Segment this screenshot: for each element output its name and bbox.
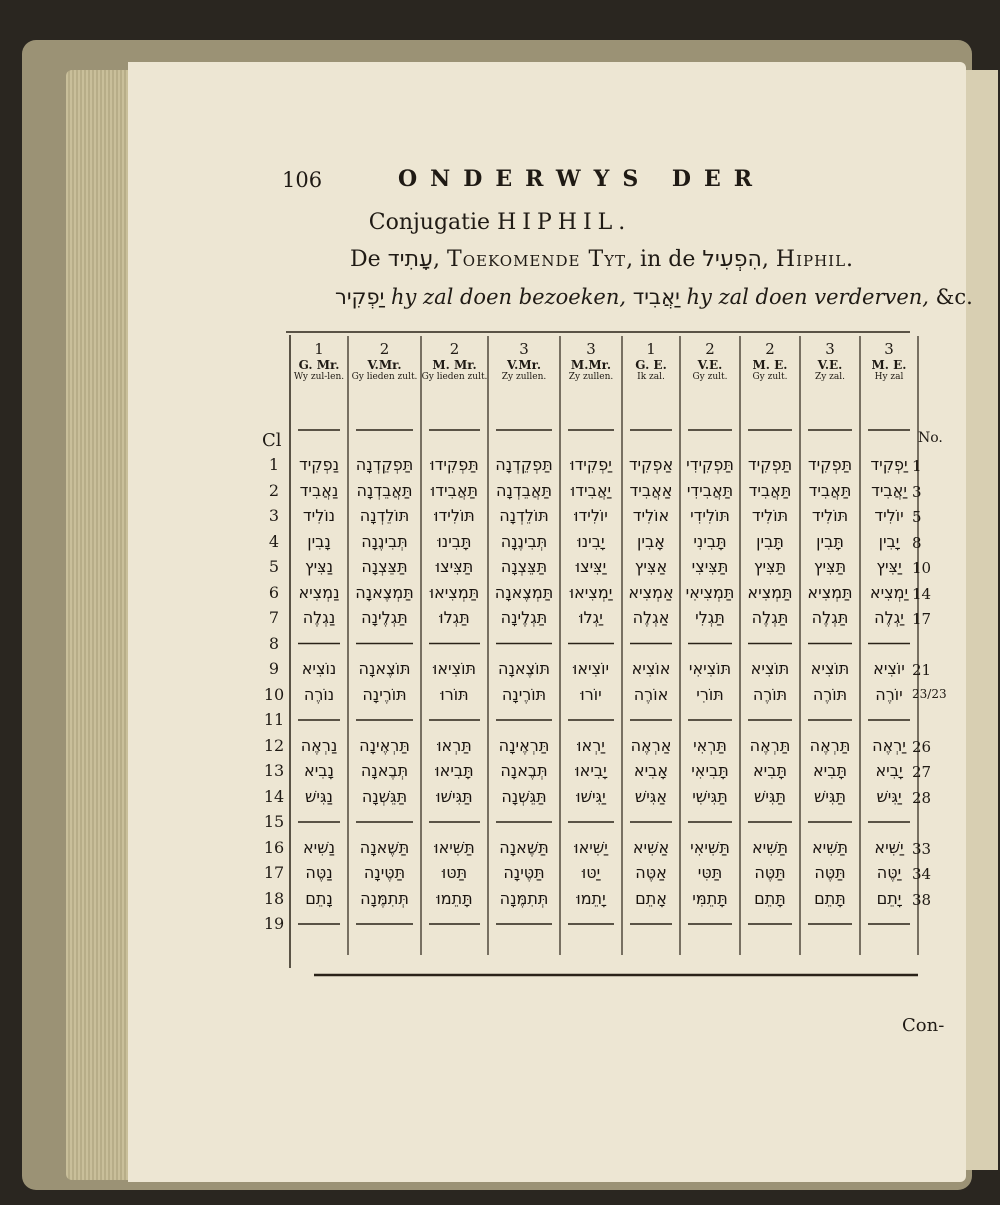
reference-number: 38: [912, 890, 932, 909]
table-cell: נַגִּישׁ: [305, 786, 333, 806]
column-gloss: Wy zul-len.: [293, 372, 345, 382]
reference-number: 10: [912, 559, 932, 577]
table-cell: תּוֹלֵדְנָה: [499, 506, 549, 525]
conjugation-label: Conjugatie: [368, 210, 491, 235]
number-column-header: No.: [918, 430, 943, 446]
table-cell: תַּפְקִיד: [747, 455, 793, 474]
table-cell: תַּשֶּׁאנָה: [499, 837, 549, 857]
table-cell: תּוֹצֶאנָה: [498, 659, 550, 678]
table-cell: תַּמְצִיאוּ: [429, 582, 480, 602]
table-cell: תַּפְקִיד: [807, 455, 853, 474]
table-cell: תָּבִיאִי: [691, 761, 729, 780]
binyan-name: Hiphil.: [775, 247, 855, 272]
column-person-number: 3: [825, 340, 835, 358]
table-cell: תּוֹצֶאנָה: [358, 659, 411, 678]
table-cell: אָבִין: [637, 531, 665, 551]
table-cell: תַּרְאֶה: [749, 735, 791, 755]
table-cell: יוֹצִיא: [873, 659, 905, 678]
table-cell: נַרְאֶה: [300, 735, 338, 755]
column-person-number: 3: [884, 340, 894, 358]
column-header: [680, 340, 740, 383]
page-number: 106: [282, 168, 323, 192]
table-cell: יָבִינוּ: [577, 531, 605, 551]
reference-number: 28: [912, 788, 932, 807]
table-cell: תַּצִּיצוּ: [435, 557, 474, 576]
table-cell: אַשִּׁיא: [632, 837, 670, 857]
table-cell: אַגִּישׁ: [634, 786, 668, 806]
column-abbreviation: V.Mr.: [367, 358, 402, 372]
table-cell: נָתֵם: [305, 888, 333, 908]
table-cell: תָּבִינִי: [693, 531, 727, 551]
class-number: 6: [268, 582, 280, 602]
table-cell: תַּרְאֶינָה: [359, 735, 410, 755]
tense-heading: De עָתִיד, Toekomende Tyt, in de הִפְעִיל, Hiphil.: [350, 247, 855, 272]
reference-number: 33: [912, 839, 932, 858]
table-cell: תַּצֵּצְנָה: [361, 557, 408, 576]
table-cell: תַּצִּיץ: [813, 557, 847, 576]
column-abbreviation: M. Mr.: [432, 358, 477, 372]
class-column-header: Cl: [262, 430, 282, 451]
table-cell: יַרְאוּ: [577, 735, 605, 755]
example-gloss-2: hy zal doen verderven,: [686, 285, 929, 309]
table-cell: יַמְצִיאוּ: [569, 582, 613, 602]
table-cell: אַמְצִיא: [628, 582, 674, 602]
table-cell: תַּרְאֶינָה: [498, 735, 550, 755]
table-cell: יַפְקִיד: [870, 455, 908, 474]
table-cell: יַגְלֶה: [874, 608, 904, 627]
table-cell: אָבִיא: [633, 761, 669, 780]
column-header: [348, 340, 421, 383]
table-cell: תְּבִינֶנָה: [500, 531, 548, 551]
table-cell: תּוֹרִי: [696, 684, 724, 704]
table-cell: תַּטֶּינָה: [503, 863, 545, 882]
column-abbreviation: V.E.: [697, 358, 723, 372]
table-cell: יַאֲבִידוּ: [570, 480, 612, 500]
table-cell: יַצִּיצוּ: [575, 557, 607, 576]
table-cell: תַּגִּישׁוּ: [436, 786, 473, 806]
table-cell: אָתֵם: [635, 888, 667, 908]
reference-number: 26: [912, 737, 932, 756]
table-cell: נָבִין: [307, 531, 331, 551]
table-cell: יַשִּׁיאוּ: [574, 837, 608, 857]
table-cell: תּוֹלִידוּ: [434, 506, 475, 525]
column-abbreviation: G. Mr.: [298, 358, 340, 372]
table-cell: תַּרְאוּ: [437, 735, 472, 755]
table-cell: תַּגִּישׁ: [753, 786, 787, 806]
table-cell: נַפְקִיד: [298, 455, 340, 474]
table-cell: תָּתֵם: [754, 888, 786, 908]
table-cell: תָּבִין: [816, 531, 844, 551]
column-gloss: Hy zal: [874, 372, 904, 382]
table-cell: תָּתֵם: [814, 888, 846, 908]
table-cell: תּוֹלִיד: [811, 506, 849, 525]
table-cell: תּוֹלִיד: [751, 506, 789, 525]
table-cell: אַטֶּה: [635, 863, 667, 882]
column-person-number: 3: [519, 340, 529, 358]
table-cell: יַטּוּ: [581, 863, 601, 882]
table-cell: אוֹצִיא: [631, 659, 671, 678]
table-cell: תַּשִּׁיאִי: [690, 837, 730, 857]
table-cell: תַּטֶּה: [814, 863, 846, 882]
table-cell: תַּאֲבִידִי: [686, 480, 734, 500]
table-cell: תְּבִינֶנָה: [361, 531, 408, 551]
table-cell: יַשִּׁיא: [874, 837, 904, 857]
table-cell: נַמְצִיא: [298, 582, 340, 602]
example-hebrew-1: יַפְקִיר: [335, 285, 385, 309]
reference-number: 14: [912, 584, 932, 603]
table-cell: יָתֵם: [876, 888, 902, 908]
class-number: 18: [263, 888, 285, 908]
table-cell: תּוֹרֶינָה: [362, 684, 407, 704]
table-cell: תַּגְלֶינָה: [361, 608, 408, 627]
table-cell: תַּטֶּה: [754, 863, 786, 882]
column-abbreviation: M.Mr.: [570, 358, 612, 372]
table-cell: יַמְצִיא: [869, 582, 909, 602]
column-person-number: 1: [646, 340, 656, 358]
column-abbreviation: V.E.: [817, 358, 843, 372]
column-header: [488, 340, 560, 383]
table-cell: יָבִיא: [875, 761, 903, 780]
column-abbreviation: M. E.: [871, 358, 907, 372]
class-number: 2: [268, 480, 280, 500]
table-cell: תַּצִּיצִי: [691, 557, 729, 576]
table-cell: תְּתִמֶּנָה: [499, 888, 549, 908]
column-abbreviation: V.Mr.: [506, 358, 542, 372]
reference-number: 27: [912, 763, 932, 781]
table-cell: אַגְלֶה: [632, 608, 670, 627]
table-cell: נוֹלִיד: [302, 506, 336, 525]
reference-number: 21: [912, 661, 932, 679]
class-number: 4: [268, 531, 280, 551]
table-cell: יַצִּיץ: [876, 557, 902, 576]
table-cell: תּוֹרֶה: [812, 684, 848, 704]
class-number: 8: [268, 633, 280, 653]
table-cell: תָּבִיא: [812, 761, 848, 780]
column-gloss: Gy zult.: [692, 372, 728, 382]
reference-number: 1: [912, 457, 922, 475]
class-number: 17: [263, 863, 285, 882]
example-etc: &c.: [935, 285, 973, 309]
table-cell: תַּמְצִיא: [807, 582, 853, 602]
table-cell: תַּגֵּשְׁנָה: [361, 786, 408, 806]
table-cell: תַּמְצִיא: [747, 582, 793, 602]
table-cell: נַגְלֶה: [302, 608, 336, 627]
table-cell: תָּתֵמִּי: [692, 888, 728, 908]
example-gloss-1: hy zal doen bezoeken,: [390, 285, 627, 309]
table-cell: תּוֹרֶה: [752, 684, 788, 704]
table-cell: יַגִּישׁוּ: [576, 786, 606, 806]
table-cell: תַּאֲבִידוּ: [430, 480, 479, 500]
table-cell: נַאֲבִיד: [299, 480, 339, 500]
table-cell: תַּגִּישׁ: [813, 786, 847, 806]
table-cell: תּוֹלִידִי: [690, 506, 730, 525]
table-cell: תְּבֶאנָה: [360, 761, 409, 780]
class-number: 15: [263, 812, 285, 831]
table-cell: תַּשִּׁיאוּ: [434, 837, 475, 857]
table-cell: תָּבִיא: [752, 761, 788, 780]
table-cell: יוֹלִידוּ: [574, 506, 608, 525]
table-cell: אַרְאֶה: [630, 735, 672, 755]
table-cell: תָּבִין: [756, 531, 784, 551]
table-cell: אַצִּיץ: [634, 557, 668, 576]
table-cell: תַּטֶּינָה: [363, 863, 406, 882]
table-cell: תּוֹרוּ: [440, 684, 469, 704]
table-cell: תַּרְאִי: [693, 735, 727, 755]
table-cell: תַּשֶּׁאנָה: [359, 837, 410, 857]
table-cell: תַּגֵּשְׁנָה: [501, 786, 547, 806]
table-cell: תְּבֶאנָה: [500, 761, 548, 780]
table-cell: תְּתִמֶּנָה: [360, 888, 409, 908]
table-cell: יַטֶּה: [876, 863, 902, 882]
table-cell: יוֹלִיד: [874, 506, 904, 525]
table-cell: יַגְלוּ: [579, 608, 603, 627]
column-person-number: 2: [765, 340, 775, 358]
table-cell: אַפְקִיד: [628, 455, 674, 474]
table-cell: תַּגְלוּ: [439, 608, 470, 627]
class-number: 10: [263, 684, 285, 704]
reference-number: 8: [912, 533, 922, 552]
column-header: [800, 340, 860, 383]
table-cell: נַצִּיץ: [304, 557, 334, 576]
binyan-hebrew: הִפְעִיל: [702, 247, 762, 272]
reference-number: 17: [912, 610, 932, 628]
column-header: [290, 340, 348, 383]
column-person-number: 2: [379, 340, 390, 358]
table-cell: תַּאֲבִיד: [748, 480, 792, 500]
class-number: 19: [263, 914, 285, 933]
class-number: 13: [263, 761, 285, 780]
table-cell: תַּמְצֶאנָה: [494, 582, 554, 602]
class-number: 11: [263, 710, 285, 729]
table-cell: תַּצִּיץ: [753, 557, 787, 576]
table-cell: יַגִּישׁ: [876, 786, 902, 806]
column-gloss: Zy zullen.: [568, 372, 614, 382]
catchword: Con-: [902, 1015, 945, 1036]
table-cell: תַּפְקִידוּ: [430, 455, 479, 474]
class-number: 1: [268, 455, 280, 474]
table-cell: תַּפְקֵדְנָה: [495, 455, 553, 474]
reference-number: 23/23: [912, 686, 947, 701]
table-cell: תַּגְלֶה: [811, 608, 849, 627]
column-gloss: Zy zal.: [814, 372, 846, 382]
table-cell: תַּשִּׁיא: [751, 837, 789, 857]
table-cell: תַּמְצֶאנָה: [355, 582, 414, 602]
table-cell: אוֹרֶה: [633, 684, 669, 704]
running-title: ONDERWYS DER: [398, 166, 766, 192]
table-cell: תָּתֵמוּ: [436, 888, 473, 908]
reference-number: 34: [912, 865, 932, 883]
table-cell: יַפְקִידוּ: [570, 455, 612, 474]
class-number: 3: [268, 506, 280, 525]
table-cell: תּוֹצִיא: [810, 659, 850, 678]
column-abbreviation: G. E.: [635, 358, 667, 372]
table-cell: תָּבִינוּ: [437, 531, 472, 551]
column-person-number: 3: [586, 340, 596, 358]
column-gloss: Gy lieden zult.: [351, 372, 418, 382]
table-cell: יוֹצִיאוּ: [572, 659, 610, 678]
column-header: [860, 340, 918, 383]
tense-hebrew: עָתִיד: [387, 247, 434, 272]
table-cell: יָבִיאוּ: [575, 761, 607, 780]
class-number: 7: [268, 608, 280, 627]
class-number: 12: [263, 735, 285, 755]
column-abbreviation: M. E.: [752, 358, 788, 372]
table-cell: תּוֹצִיאִי: [688, 659, 732, 678]
tense-mid: , in de: [626, 247, 696, 272]
table-cell: תַּמְצִיאִי: [685, 582, 735, 602]
table-cell: נַשִּׁיא: [302, 837, 335, 857]
table-cell: תַּפְקֵדְנָה: [355, 455, 414, 474]
column-person-number: 2: [449, 340, 460, 358]
table-cell: תָּבִיאוּ: [435, 761, 474, 780]
column-header: [421, 340, 488, 383]
table-cell: תַּשִּׁיא: [811, 837, 849, 857]
column-header: [622, 340, 680, 383]
table-cell: תַּאֲבִיד: [808, 480, 852, 500]
conjugation-name: HIPHIL.: [497, 210, 632, 235]
reference-number: 5: [912, 508, 922, 526]
column-header: [560, 340, 622, 383]
column-gloss: Ik zal.: [637, 372, 665, 382]
table-cell: תַּגִּישִׁי: [692, 786, 728, 806]
column-gloss: Zy zullen.: [501, 372, 547, 382]
table-cell: נוֹרֶה: [303, 684, 335, 704]
reference-number: 3: [912, 482, 922, 501]
table-cell: נוֹצִיא: [301, 659, 337, 678]
column-header: [740, 340, 800, 383]
class-number: 5: [268, 557, 280, 576]
table-cell: תַּאֲבֵדְנָה: [495, 480, 553, 500]
table-cell: יַאֲבִיד: [871, 480, 907, 500]
table-cell: יָבִין: [878, 531, 900, 551]
column-person-number: 1: [314, 340, 324, 358]
column-gloss: Gy zult.: [752, 372, 788, 382]
table-cell: תַּצֵּצְנָה: [500, 557, 548, 576]
tense-prefix: De: [350, 247, 381, 272]
column-person-number: 2: [705, 340, 715, 358]
class-number: 16: [263, 837, 285, 857]
table-cell: תּוֹרֶינָה: [501, 684, 547, 704]
tense-name: Toekomende Tyt: [447, 247, 627, 272]
column-gloss: Gy lieden zult.: [421, 372, 488, 382]
class-number: 9: [268, 659, 280, 678]
table-cell: תַּאֲבֵדְנָה: [356, 480, 413, 500]
table-cell: יָתֵמוּ: [576, 888, 606, 908]
table-cell: תַּגְלֶה: [751, 608, 789, 627]
table-cell: נָבִיא: [304, 761, 334, 780]
table-cell: אַאֲבִיד: [629, 480, 673, 500]
table-cell: תַּרְאֶה: [809, 735, 851, 755]
table-cell: תּוֹצִיאוּ: [433, 659, 476, 678]
table-cell: תּוֹלֵדְנָה: [359, 506, 410, 525]
table-cell: יוֹרֶה: [875, 684, 903, 704]
table-cell: תַּטּוּ: [441, 863, 468, 882]
table-cell: נַטֶּה: [305, 863, 333, 882]
table-cell: תַּפְקִידִי: [686, 455, 734, 474]
table-cell: אוֹלִיד: [632, 506, 670, 525]
table-cell: תַּגְלִי: [695, 608, 725, 627]
table-cell: יוֹרוּ: [580, 684, 602, 704]
table-cell: יַרְאֶה: [872, 735, 906, 755]
table-cell: תּוֹצִיא: [750, 659, 790, 678]
table-cell: תַּגְלֶינָה: [500, 608, 548, 627]
example-hebrew-2: יַאֲבִיד: [632, 285, 680, 309]
class-number: 14: [263, 786, 285, 806]
table-cell: תַּטִּי: [697, 863, 723, 882]
